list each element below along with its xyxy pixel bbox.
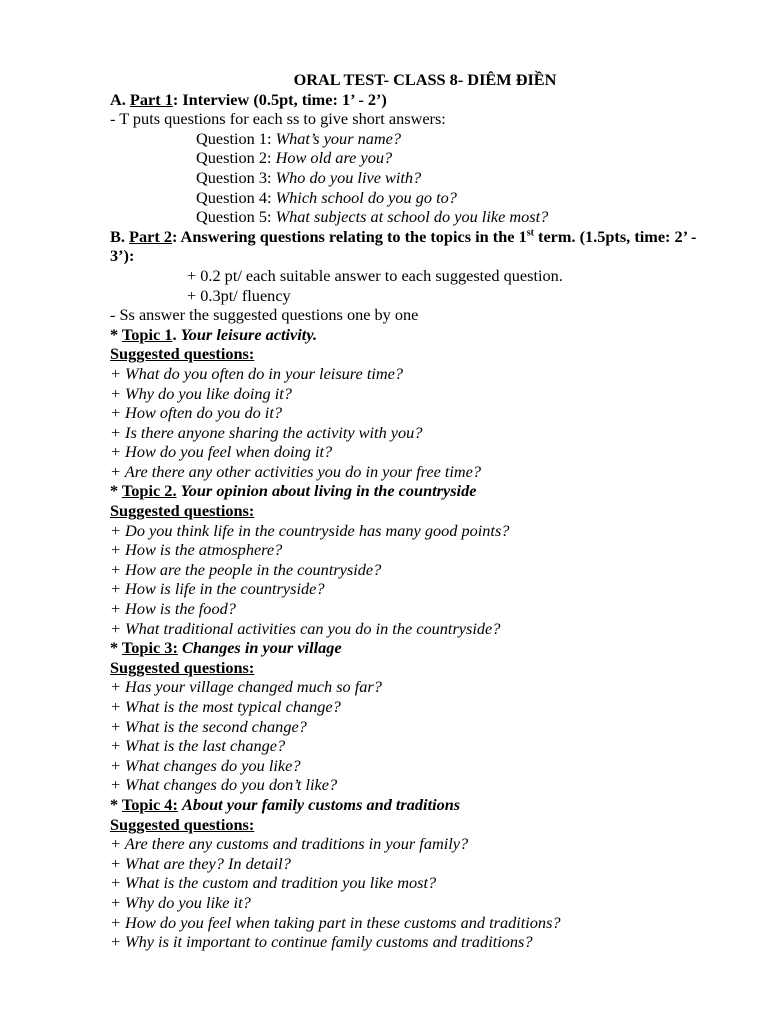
part-a-instruction: - T puts questions for each ss to give short answers: (110, 109, 446, 129)
topic-sep: . (172, 324, 181, 344)
document-body (110, 70, 710, 952)
topic-question: + What is the last change? (110, 736, 286, 756)
question-line (110, 129, 710, 149)
question-label: Question 1: (196, 128, 276, 148)
topic-title: Your leisure activity. (180, 324, 318, 344)
suggested-questions-label: Suggested questions: (110, 814, 255, 834)
question-text: What subjects at school do you like most? (275, 207, 549, 227)
topic-question: + Are there any customs and traditions in your family? (110, 834, 469, 854)
question-text: What’s your name? (275, 128, 402, 148)
part-b-heading-text-b: term. (1.5pts, time: 2’ - 3’): (110, 226, 697, 266)
part-a-prefix: A. (110, 89, 130, 109)
topic-heading (110, 795, 710, 815)
topic-question: + How are the people in the countryside? (110, 559, 382, 579)
topic-question: + What is the most typical change? (110, 697, 341, 716)
question-text: Who do you live with? (275, 167, 422, 187)
part-b-label: Part 2 (129, 226, 172, 246)
topic-question: + How is life in the countryside? (110, 579, 325, 599)
topic-question: + Are there any other activities you do in your free time? (110, 461, 482, 481)
question-label: Question 5: (196, 207, 276, 227)
topic-label: Topic 3: (121, 638, 178, 658)
question-text: Which school do you go to? (275, 187, 457, 207)
topic-title: About your family customs and traditions (181, 794, 461, 814)
part-b-prefix: B. (110, 226, 130, 246)
part-a-heading-text: : Interview (0.5pt, time: 1’ - 2’) (172, 89, 387, 109)
topic-question: + What are they? In detail? (110, 853, 291, 873)
page-title: ORAL TEST- CLASS 8- DIÊM ĐIỀN (293, 70, 557, 89)
topic-question: + How often do you do it? (110, 403, 282, 423)
suggested-questions-label: Suggested questions: (110, 344, 255, 364)
question-label: Question 2: (196, 148, 276, 168)
question-text: How old are you? (275, 148, 393, 168)
topic-heading (110, 481, 710, 501)
part-b-heading (110, 227, 710, 266)
topic-question: + What changes do you like? (110, 755, 301, 775)
topic-question: + How is the atmosphere? (110, 540, 283, 560)
part-a-label: Part 1 (129, 89, 173, 109)
topic-question: + What changes do you don’t like? (110, 775, 338, 795)
topic-question: + Why do you like it? (110, 892, 251, 912)
topic-question: + What do you often do in your leisure time? (110, 363, 403, 383)
topic-heading (110, 638, 710, 658)
criteria-line: + 0.3pt/ fluency (187, 285, 291, 305)
topic-label: Topic 1 (121, 324, 173, 344)
topic-heading (110, 325, 710, 345)
part-b-heading-sup: st (526, 227, 534, 239)
topic-question: + Has your village changed much so far? (110, 677, 382, 697)
part-b-heading-text-a: : Answering questions relating to the topics in the 1 (171, 226, 527, 246)
topic-title: Your opinion about living in the countryside (180, 481, 477, 501)
part-a-heading (110, 90, 710, 110)
criteria-line: + 0.2 pt/ each suitable answer to each suggested question. (187, 265, 563, 285)
topic-star: * (110, 324, 122, 344)
question-line (110, 188, 710, 208)
topic-question: + What is the custom and tradition you like most? (110, 873, 437, 893)
topic-question: + Why is it important to continue family customs and traditions? (110, 932, 533, 952)
topic-question: + Do you think life in the countryside has many good points? (110, 520, 510, 540)
topic-star: * (110, 638, 122, 658)
question-label: Question 4: (196, 187, 276, 207)
topic-question: + How do you feel when doing it? (110, 442, 333, 462)
topic-question: + What is the second change? (110, 716, 307, 736)
part-b-instruction: - Ss answer the suggested questions one by one (110, 305, 419, 325)
question-label: Question 3: (196, 167, 276, 187)
suggested-questions-label: Suggested questions: (110, 501, 255, 521)
topic-question: + What traditional activities can you do in the countryside? (110, 618, 501, 638)
topic-star: * (110, 481, 122, 501)
suggested-questions-label: Suggested questions: (110, 657, 255, 677)
topic-question: + How do you feel when taking part in these customs and traditions? (110, 912, 561, 932)
topic-title: Changes in your village (181, 638, 342, 658)
question-line (110, 207, 710, 227)
topic-label: Topic 4: (121, 794, 178, 814)
question-line (110, 168, 710, 188)
topic-question: + Is there anyone sharing the activity with you? (110, 422, 423, 442)
topic-star: * (110, 794, 122, 814)
topic-question: + How is the food? (110, 599, 236, 619)
topic-label: Topic 2. (121, 481, 177, 501)
question-line (110, 148, 710, 168)
topic-question: + Why do you like doing it? (110, 383, 292, 403)
